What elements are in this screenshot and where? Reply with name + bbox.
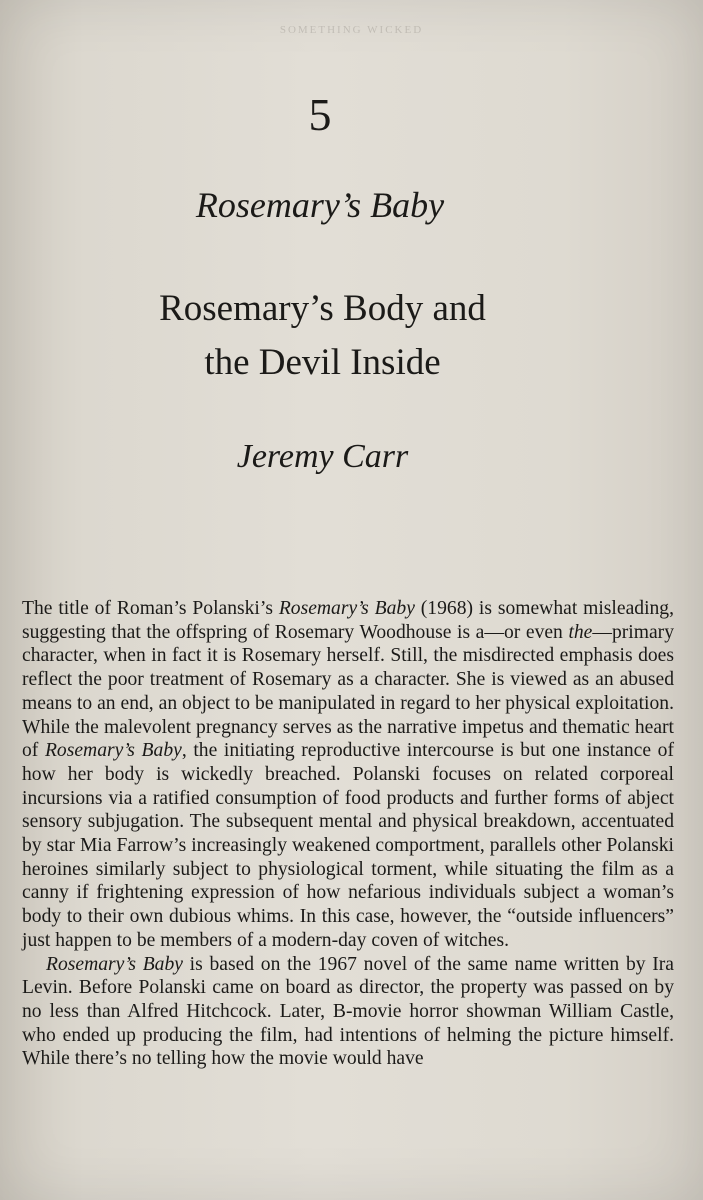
- text-run: The title of Roman’s Polanski’s: [22, 598, 279, 619]
- chapter-title-line: the Devil Inside: [204, 342, 441, 383]
- author-name: Jeremy Carr: [236, 438, 409, 475]
- running-head: SOMETHING WICKED: [279, 24, 424, 36]
- film-title: Rosemary’s Baby: [195, 185, 445, 225]
- text-run: , the initiating reproductive intercourse is but one instance of how her body is wickedly breached. Polanski focuses on related corporeal incursions via a ratified consumption of food products and further forms of abject sensory subjugation. The subsequent mental and physical breakdown, accentuated by star Mia Farrow’s increasingly weakened comportment, parallels other Polanski heroines similarly subject to physiological torment, while situating the film as a canny if frightening expression of how nefarious individuals subject a woman’s body to their own dubious whims. In this case, however, the “outside influencers” just happen to be members of a modern-day coven of witches.: [22, 740, 674, 951]
- chapter-number: 5: [308, 89, 332, 140]
- italic-text-run: Rosemary’s Baby: [44, 740, 182, 762]
- chapter-title-line: Rosemary’s Body and: [159, 288, 486, 329]
- paragraph: [22, 953, 674, 1072]
- text-run: (1968) is somewhat misleading, suggesting that the offspring of Rosemary Woodhouse is a—or even: [22, 598, 675, 643]
- text-run: is based on the 1967 novel of the same name written by Ira Levin. Before Polanski came on board as director, the property was passed on by no less than Alfred Hitchcock. Later, B-movie horror showman William Castle, who ended up producing the film, had intentions of helming the picture himself. While there’s no telling how the movie would have: [22, 953, 675, 1070]
- text-run: —primary character, when in fact it is Rosemary herself. Still, the misdirected emphasis does reflect the poor treatment of Rosemary as a character. She is viewed as an abused means to an end, an object to be manipulated in regard to her physical exploitation. While the malevolent pregnancy serves as the narrative impetus and thematic heart of: [22, 621, 674, 762]
- italic-text-run: Rosemary’s Baby: [278, 598, 415, 619]
- paragraph: [22, 597, 674, 953]
- italic-text-run: Rosemary’s Baby: [46, 953, 183, 975]
- italic-text-run: the: [568, 621, 593, 643]
- chapter-title: [0, 282, 645, 390]
- body-text: [22, 597, 674, 1071]
